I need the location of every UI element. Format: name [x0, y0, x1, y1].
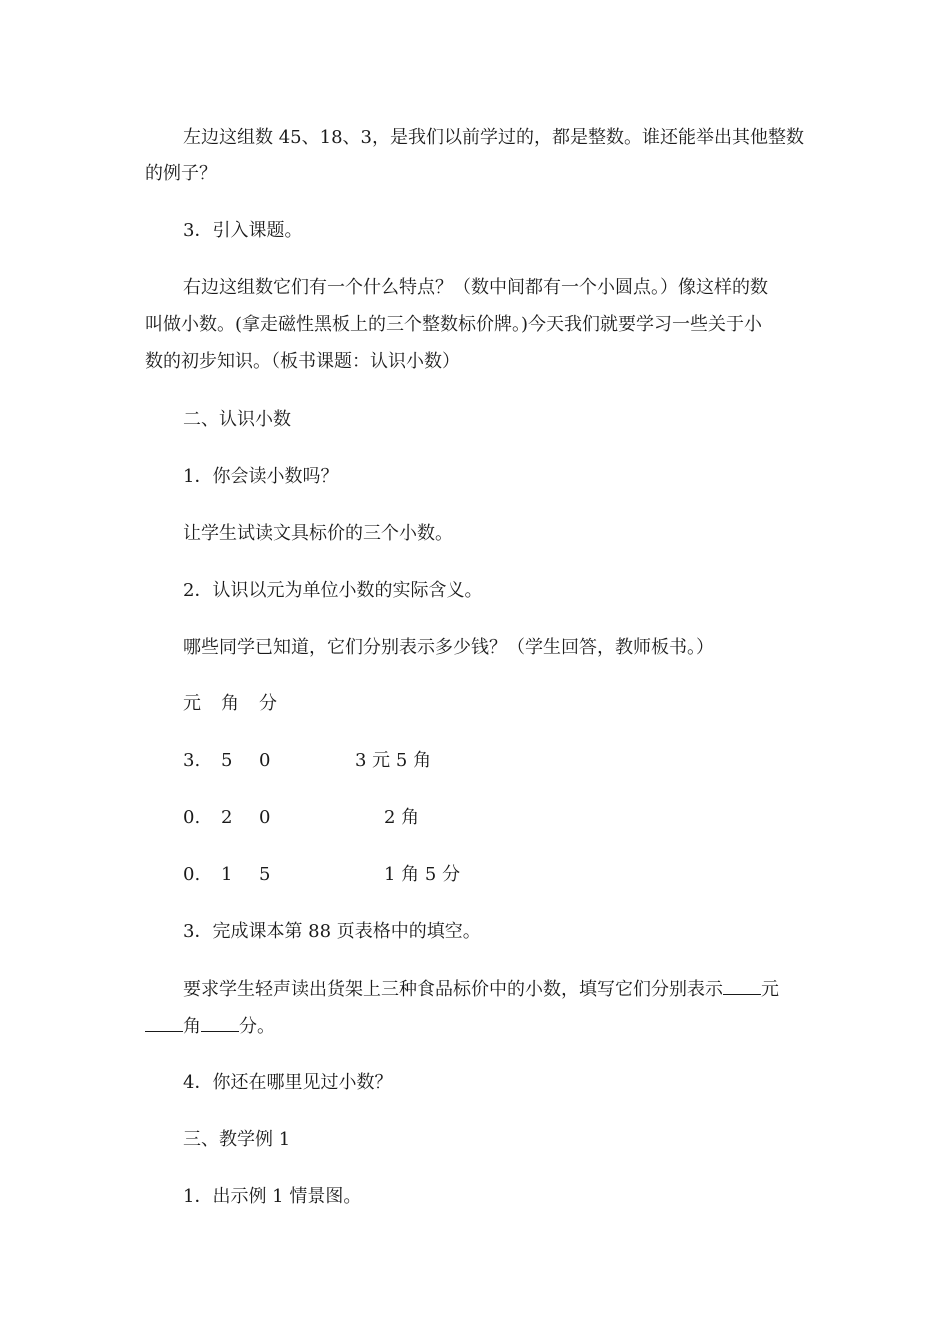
- step-2-yuan-meaning: 2．认识以元为单位小数的实际含义。: [183, 580, 483, 601]
- table-row-2-meaning: 2 角: [384, 807, 420, 828]
- table-row-1-jiao: 5: [221, 750, 233, 771]
- table-row-1-yuan: 3.: [183, 750, 201, 771]
- paragraph-integers-line1: 左边这组数 45、18、3，是我们以前学过的，都是整数。谁还能举出其他整数: [183, 127, 804, 148]
- paragraph-integers-line2: 的例子？: [145, 163, 217, 184]
- table-row-3-meaning: 1 角 5 分: [384, 864, 461, 885]
- table-row-3-jiao: 1: [221, 864, 233, 885]
- table-row-1-meaning: 3 元 5 角: [355, 750, 432, 771]
- table-header-jiao: 角: [221, 693, 239, 714]
- blank-jiao: [145, 1015, 183, 1032]
- paragraph-decimal-feature-line2: 叫做小数。(拿走磁性黑板上的三个整数标价牌。)今天我们就要学习一些关于小: [145, 314, 763, 335]
- section-heading-example-1: 三、教学例 1: [183, 1129, 291, 1150]
- unit-fen: 分。: [239, 1016, 275, 1037]
- table-row-1-fen: 0: [259, 750, 271, 771]
- table-row-3-fen: 5: [259, 864, 271, 885]
- blank-yuan: [723, 978, 761, 995]
- step-1-read-decimals: 1．你会读小数吗？: [183, 466, 339, 487]
- paragraph-fill-blanks-line2: [145, 1015, 275, 1039]
- paragraph-decimal-feature-line3: 数的初步知识。（板书课题：认识小数）: [145, 351, 460, 372]
- step-1-show-example: 1．出示例 1 情景图。: [183, 1186, 362, 1207]
- paragraph-decimal-feature-line1: 右边这组数它们有一个什么特点？（数中间都有一个小圆点。）像这样的数: [183, 277, 768, 298]
- table-row-2-fen: 0: [259, 807, 271, 828]
- section-heading-know-decimals: 二、认识小数: [183, 409, 291, 430]
- step-4-where-seen: 4．你还在哪里见过小数？: [183, 1072, 393, 1093]
- step-3-textbook-fill: 3．完成课本第 88 页表格中的填空。: [183, 921, 481, 942]
- table-row-2-jiao: 2: [221, 807, 233, 828]
- paragraph-try-read: 让学生试读文具标价的三个小数。: [183, 523, 453, 544]
- paragraph-fill-blanks-line1: [183, 978, 779, 1002]
- table-header-fen: 分: [259, 693, 277, 714]
- table-row-2-yuan: 0.: [183, 807, 201, 828]
- fill-blanks-text: 要求学生轻声读出货架上三种食品标价中的小数，填写它们分别表示: [183, 979, 723, 1000]
- unit-yuan: 元: [761, 979, 779, 1000]
- unit-jiao: 角: [183, 1016, 201, 1037]
- step-3-intro-topic: 3．引入课题。: [183, 220, 303, 241]
- paragraph-how-much-money: 哪些同学已知道，它们分别表示多少钱？（学生回答，教师板书。）: [183, 637, 714, 658]
- table-row-3-yuan: 0.: [183, 864, 201, 885]
- blank-fen: [201, 1015, 239, 1032]
- table-header-yuan: 元: [183, 693, 201, 714]
